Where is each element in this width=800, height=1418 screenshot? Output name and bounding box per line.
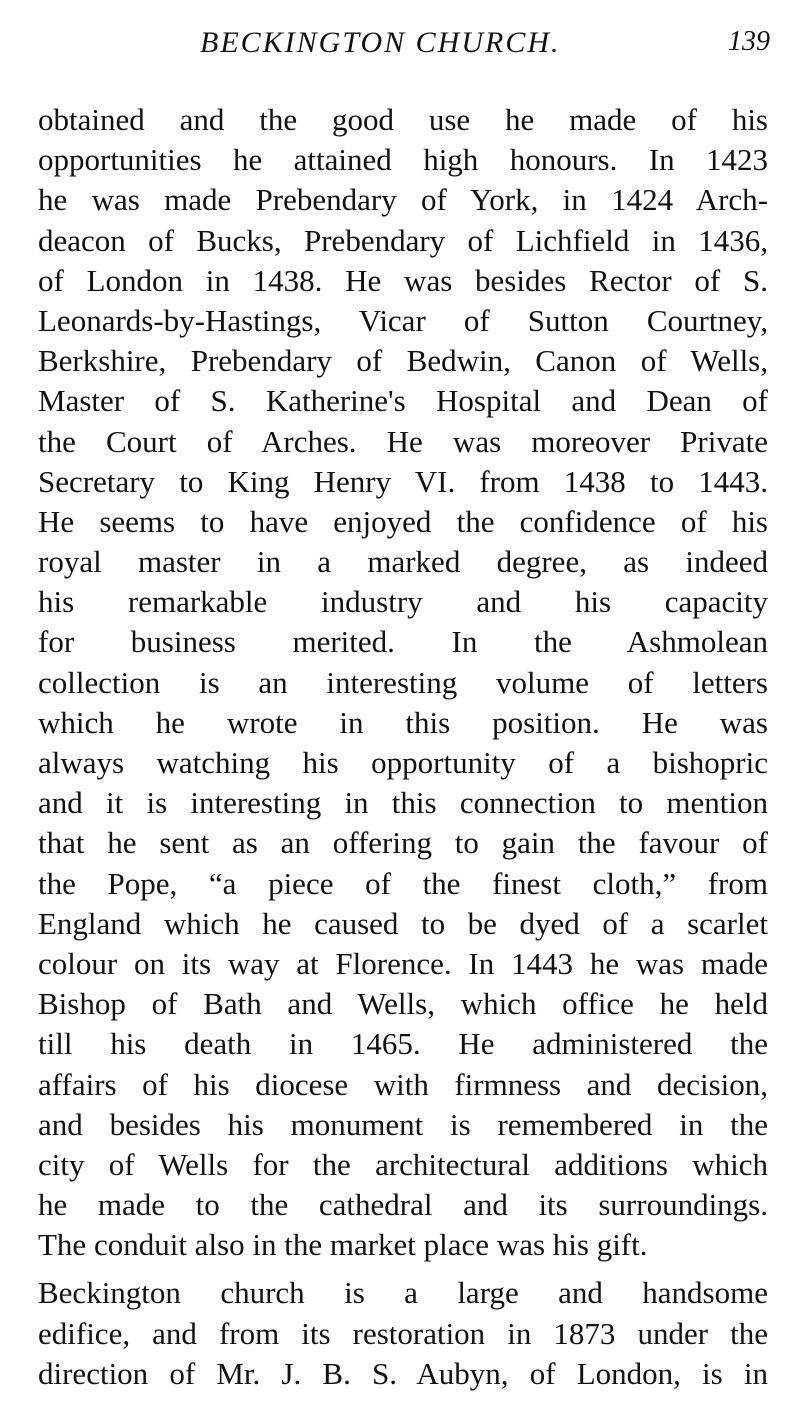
page-number: 139 <box>728 26 770 57</box>
text-line: Berkshire, Prebendary of Bedwin, Canon of Wells, <box>38 343 768 379</box>
text-line: he made to the cathedral and its surroundings. <box>38 1187 768 1223</box>
text-line: edifice, and from its restoration in 1873 under the <box>38 1315 768 1351</box>
text-line: city of Wells for the architectural additions which <box>38 1146 768 1182</box>
text-line: deacon of Bucks, Prebendary of Lichfield in 1436, <box>38 222 768 258</box>
text-line: and it is interesting in this connection to mention <box>38 785 768 821</box>
text-line: Master of S. Katherine's Hospital and Dean of <box>38 383 768 419</box>
text-line: for business merited. In the Ashmolean <box>38 624 768 660</box>
text-line: of London in 1438. He was besides Rector of S. <box>38 262 768 298</box>
paragraph-2 <box>38 1273 768 1394</box>
text-line: he was made Prebendary of York, in 1424 Arch- <box>38 182 768 218</box>
text-line: always watching his opportunity of a bishopric <box>38 745 768 780</box>
text-line: affairs of his diocese with firmness and decision, <box>38 1066 768 1102</box>
text-line: and besides his monument is remembered in the <box>38 1106 768 1142</box>
text-line: Secretary to King Henry VI. from 1438 to 1443. <box>38 463 768 499</box>
paragraph-1 <box>38 100 768 1265</box>
text-line: that he sent as an offering to gain the favour of <box>38 825 768 861</box>
text-line: till his death in 1465. He administered the <box>38 1026 768 1062</box>
text-line: the Pope, “a piece of the finest cloth,” from <box>38 865 768 901</box>
text-line: royal master in a marked degree, as indeed <box>38 544 768 580</box>
text-line: his remarkable industry and his capacity <box>38 584 768 620</box>
text-line: Bishop of Bath and Wells, which office he held <box>38 986 768 1022</box>
running-title: BECKINGTON CHURCH. <box>200 26 561 59</box>
text-line: Leonards-by-Hastings, Vicar of Sutton Courtney, <box>38 302 768 338</box>
text-line: which he wrote in this position. He was <box>38 704 768 740</box>
text-line: England which he caused to be dyed of a scarlet <box>38 905 768 941</box>
text-line: Beckington church is a large and handsome <box>38 1275 768 1311</box>
text-line: collection is an interesting volume of letters <box>38 664 768 700</box>
running-head <box>0 22 800 62</box>
paragraph-gap <box>38 1265 768 1273</box>
text-line: colour on its way at Florence. In 1443 he was made <box>38 945 768 981</box>
body-text <box>38 100 768 1394</box>
text-line: He seems to have enjoyed the confidence of his <box>38 503 768 539</box>
text-line: The conduit also in the market place was his gift. <box>38 1227 648 1263</box>
text-line: direction of Mr. J. B. S. Aubyn, of London, is in <box>38 1355 768 1391</box>
text-line: opportunities he attained high honours. In 1423 <box>38 142 768 178</box>
text-line: the Court of Arches. He was moreover Private <box>38 423 768 459</box>
text-line: obtained and the good use he made of his <box>38 102 768 137</box>
